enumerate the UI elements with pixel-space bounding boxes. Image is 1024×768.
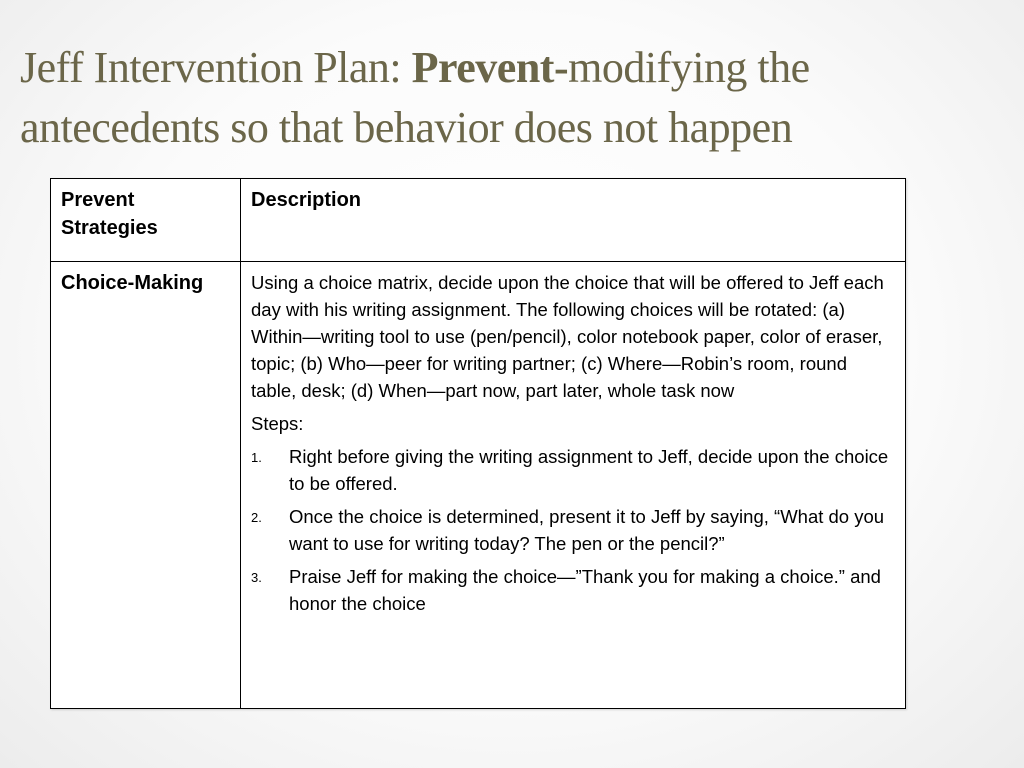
step-text: Once the choice is determined, present it to Jeff by saying, “What do you want to use for writing today? The pen or the pencil?”	[289, 506, 885, 554]
title-prefix: Jeff Intervention Plan:	[20, 43, 412, 92]
steps-label: Steps:	[251, 413, 304, 434]
step-number: 1.	[251, 450, 262, 465]
header-prevent-strategies: Prevent Strategies	[51, 179, 241, 262]
step-number: 2.	[251, 510, 262, 525]
slide-title	[20, 38, 1010, 158]
step-number: 3.	[251, 570, 262, 585]
description-cell	[241, 262, 906, 709]
steps-list	[251, 443, 895, 617]
description-text: Using a choice matrix, decide upon the choice that will be offered to Jeff each day with his writing assignment. The following choices will be rotated: (a) Within—writing tool to use (pen/pencil), color notebook paper, color of eraser, topic; (b) Who—peer for writing partner; (c) Where—Robin’s room, round table, desk; (d) When—part now, part later, whole task now	[251, 272, 884, 401]
table-row	[51, 262, 906, 709]
step-item	[251, 443, 895, 497]
title-bold-word: Prevent-	[411, 43, 569, 92]
table-header-row	[51, 179, 906, 262]
title-suffix: modifying the antecedents so that behavior does not happen	[20, 43, 810, 152]
step-item	[251, 563, 895, 617]
step-item	[251, 503, 895, 557]
strategy-name: Choice-Making	[51, 262, 241, 709]
header-description: Description	[241, 179, 906, 262]
step-text: Praise Jeff for making the choice—”Thank you for making a choice.” and honor the choice	[289, 566, 881, 614]
step-text: Right before giving the writing assignment to Jeff, decide upon the choice to be offered.	[289, 446, 889, 494]
prevent-strategies-table	[50, 178, 906, 709]
